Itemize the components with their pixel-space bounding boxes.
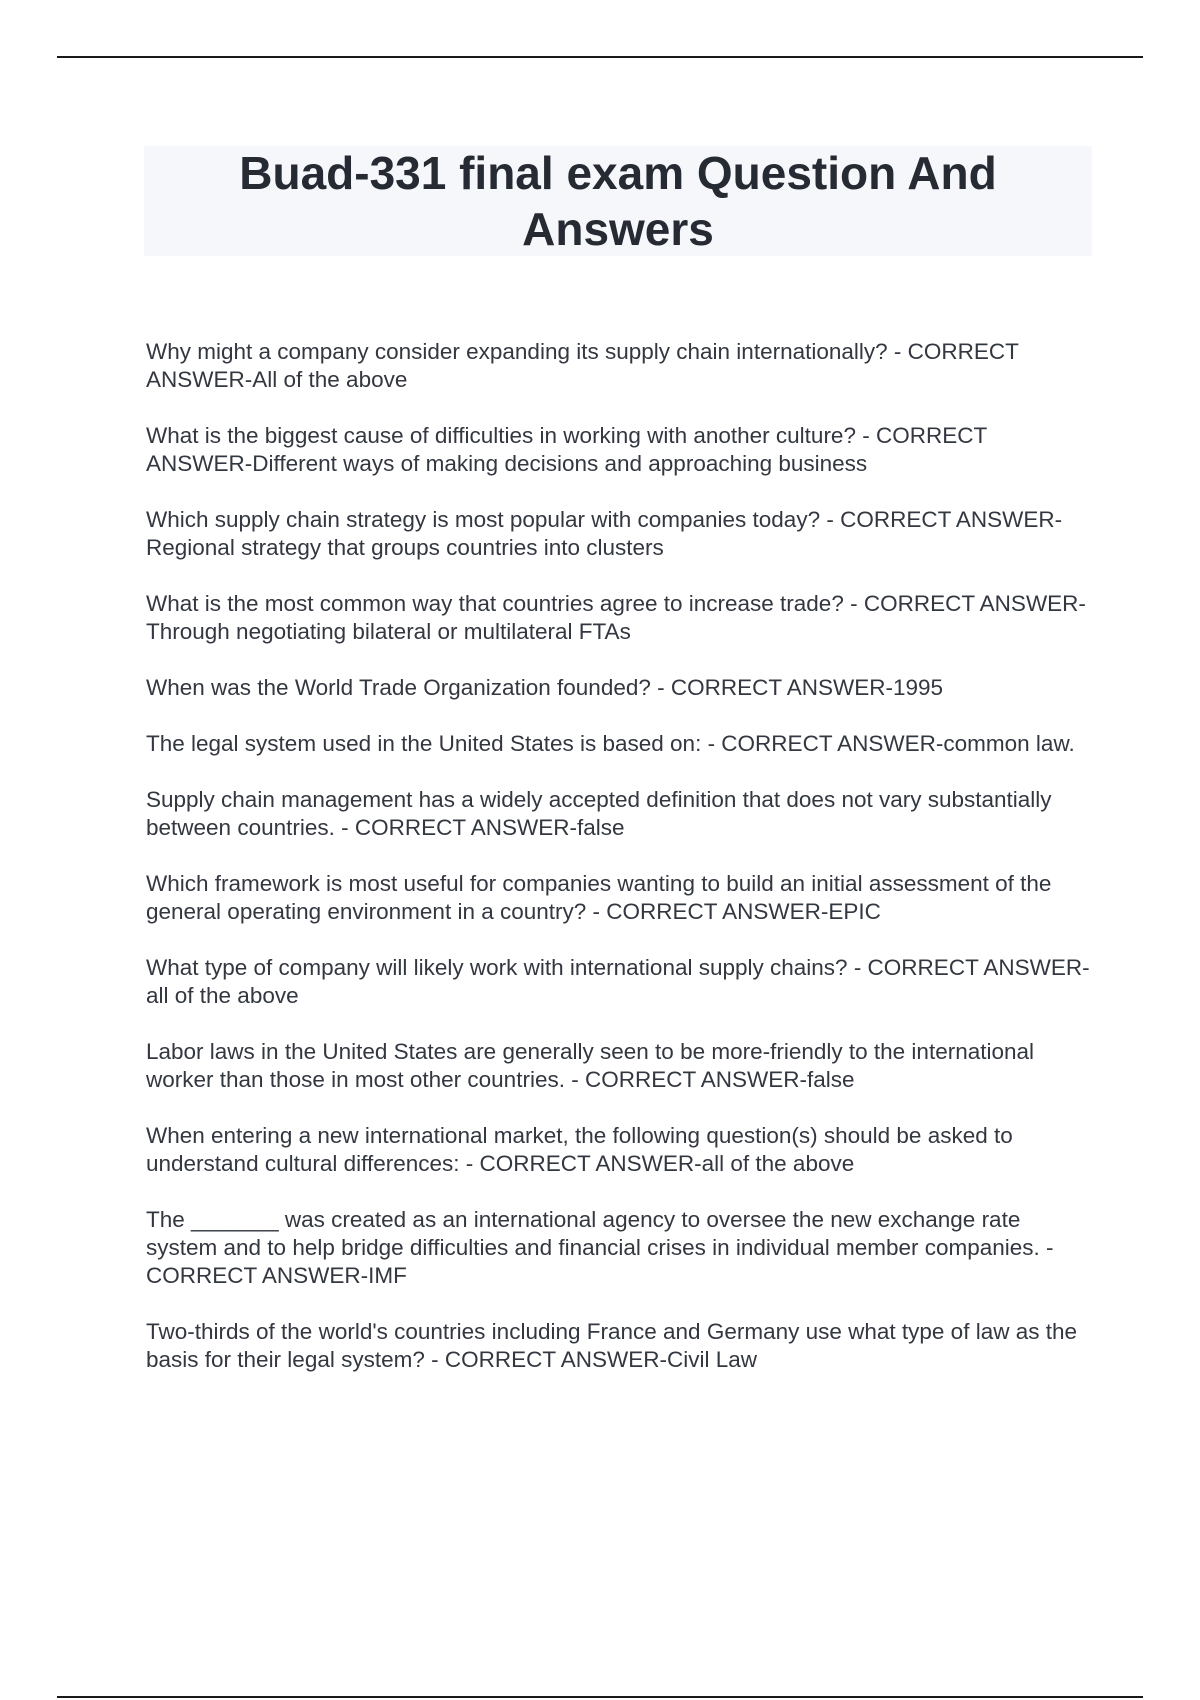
qa-item: Labor laws in the United States are generally seen to be more-friendly to the international worker than those in most other countries. - CORRECT ANSWER-false xyxy=(146,1039,1035,1092)
qa-item: What is the most common way that countries agree to increase trade? - CORRECT ANSWER-Through negotiating bilateral or multilateral FTAs xyxy=(146,591,1086,644)
top-divider xyxy=(57,56,1143,58)
qa-item: What is the biggest cause of difficulties in working with another culture? - CORRECT ANSWER-Different ways of making decisions and approaching business xyxy=(146,423,987,476)
qa-item: The legal system used in the United States is based on: - CORRECT ANSWER-common law. xyxy=(146,731,1075,756)
qa-item: When was the World Trade Organization founded? - CORRECT ANSWER-1995 xyxy=(146,675,944,700)
qa-item: When entering a new international market, the following question(s) should be asked to understand cultural differences: - CORRECT ANSWER-all of the above xyxy=(146,1123,1013,1176)
qa-item: The _______ was created as an international agency to oversee the new exchange rate system and to help bridge difficulties and financial crises in individual member companies. - CORRECT ANSWER-IMF xyxy=(146,1207,1054,1288)
title-banner xyxy=(144,146,1092,256)
qa-item: Two-thirds of the world's countries including France and Germany use what type of law as the basis for their legal system? - CORRECT ANSWER-Civil Law xyxy=(146,1319,1078,1372)
qa-item: What type of company will likely work with international supply chains? - CORRECT ANSWER-all of the above xyxy=(146,955,1090,1008)
qa-item: Supply chain management has a widely accepted definition that does not vary substantially between countries. - CORRECT ANSWER-false xyxy=(146,787,1052,840)
qa-item: Why might a company consider expanding its supply chain internationally? - CORRECT ANSWER-All of the above xyxy=(146,339,1019,392)
qa-item: Which supply chain strategy is most popular with companies today? - CORRECT ANSWER-Regional strategy that groups countries into clusters xyxy=(146,507,1063,560)
page-title: Buad-331 final exam Question And Answers xyxy=(239,147,997,255)
bottom-divider xyxy=(57,1696,1143,1698)
qa-list xyxy=(146,338,1092,1402)
qa-item: Which framework is most useful for companies wanting to build an initial assessment of the general operating environment in a country? - CORRECT ANSWER-EPIC xyxy=(146,871,1052,924)
